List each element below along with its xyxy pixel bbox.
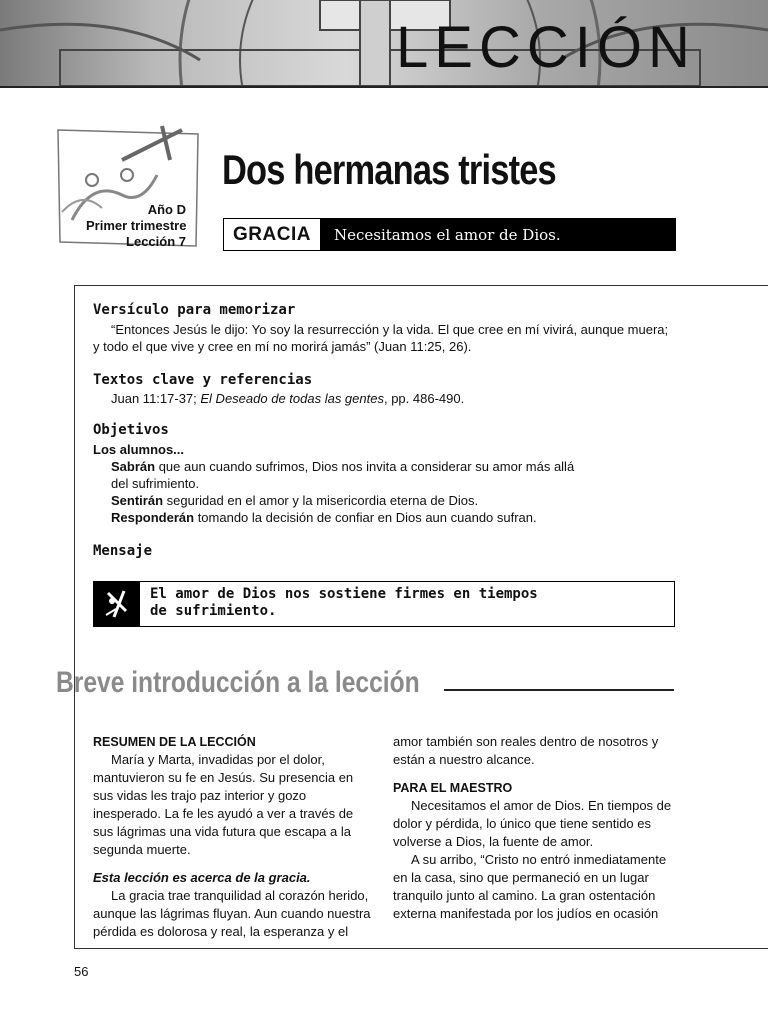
objective-know-verb: Sabrán	[111, 459, 156, 474]
message-line-2: de sufrimiento.	[150, 603, 277, 619]
message-text	[140, 582, 538, 626]
objective-respond-text: tomando la decisión de confiar en Dios aun cuando sufran.	[194, 510, 537, 525]
logo-year: Año D	[147, 202, 186, 217]
memory-verse-line-2: y todo el que vive y cree en mí no morirá jamás” (Juan 11:25, 26).	[93, 339, 472, 354]
header-banner	[0, 0, 768, 88]
intro-title: Breve introducción a la lección	[56, 666, 420, 699]
objective-feel	[93, 492, 693, 509]
memory-verse-text	[93, 321, 693, 355]
objective-feel-verb: Sentirán	[111, 493, 164, 508]
message-icon	[94, 582, 140, 626]
logo-caption	[86, 202, 186, 250]
objectives-heading: Objetivos	[93, 422, 169, 438]
objective-respond-verb: Responderán	[111, 510, 195, 525]
memory-verse-heading: Versículo para memorizar	[93, 302, 296, 318]
logo-lesson: Lección 7	[126, 234, 186, 249]
objective-feel-text: seguridad en el amor y la misericordia eterna de Dios.	[163, 493, 479, 508]
message-box	[93, 581, 675, 627]
objectives-list	[93, 441, 693, 526]
summary-heading: RESUMEN DE LA LECCIÓN	[93, 735, 256, 749]
ref-pages: , pp. 486-490.	[383, 391, 465, 406]
message-heading: Mensaje	[93, 543, 153, 559]
grace-banner	[223, 218, 676, 251]
teacher-heading: PARA EL MAESTRO	[393, 781, 513, 795]
summary-about: Esta lección es acerca de la gracia.	[93, 870, 311, 885]
summary-paragraph-1: María y Marta, invadidas por el dolor, mantuvieron su fe en Jesús. Su presencia en sus vidas les trajo paz interior y gozo inesperado. La fe les ayudó a ver a través de sus lágrimas una vida futura que escapa a la segunda muerte.	[93, 752, 354, 857]
memory-verse-line-1: “Entonces Jesús le dijo: Yo soy la resurrección y la vida. El que cree en mí vivirá, aunque muera;	[111, 322, 669, 337]
header-title: LECCIÓN	[396, 15, 696, 80]
objective-respond	[93, 509, 693, 526]
grace-text: Necesitamos el amor de Dios.	[334, 225, 561, 244]
teacher-paragraph-2: A su arribo, “Cristo no entró inmediatamente en la casa, sino que permaneció en un lugar tranquilo junto al camino. La gran ostentación externa manifestada por los judíos en ocasión	[393, 852, 667, 921]
key-texts-heading: Textos clave y referencias	[93, 372, 313, 388]
left-column	[93, 733, 376, 941]
page-number: 56	[74, 964, 89, 979]
ref-scripture: Juan 11:17-37;	[111, 391, 201, 406]
message-line-1: El amor de Dios nos sostiene firmes en tiempos	[150, 586, 538, 602]
students-label: Los alumnos...	[93, 442, 185, 457]
objective-know-cont: del sufrimiento.	[111, 476, 200, 491]
right-column	[393, 733, 676, 923]
lesson-title: Dos hermanas tristes	[222, 146, 556, 193]
summary-paragraph-2: La gracia trae tranquilidad al corazón herido, aunque las lágrimas fluyan. Aun cuando nuestra pérdida es dolorosa y real, la esperanza y el	[93, 888, 371, 939]
logo-quarter: Primer trimestre	[86, 218, 187, 233]
teacher-paragraph-1: Necesitamos el amor de Dios. En tiempos de dolor y pérdida, lo único que tiene sentido es volverse a Dios, la fuente de amor.	[393, 798, 672, 849]
ref-book: El Deseado de todas las gentes	[200, 391, 384, 406]
grace-label: GRACIA	[224, 219, 320, 250]
intro-divider	[444, 689, 674, 691]
objective-know	[93, 458, 693, 475]
key-texts-references	[111, 390, 464, 407]
objective-know-text: que aun cuando sufrimos, Dios nos invita a considerar su amor más allá	[155, 459, 575, 474]
cross-figure-icon	[100, 587, 134, 621]
summary-continued: amor también son reales dentro de nosotros y están a nuestro alcance.	[393, 734, 659, 767]
